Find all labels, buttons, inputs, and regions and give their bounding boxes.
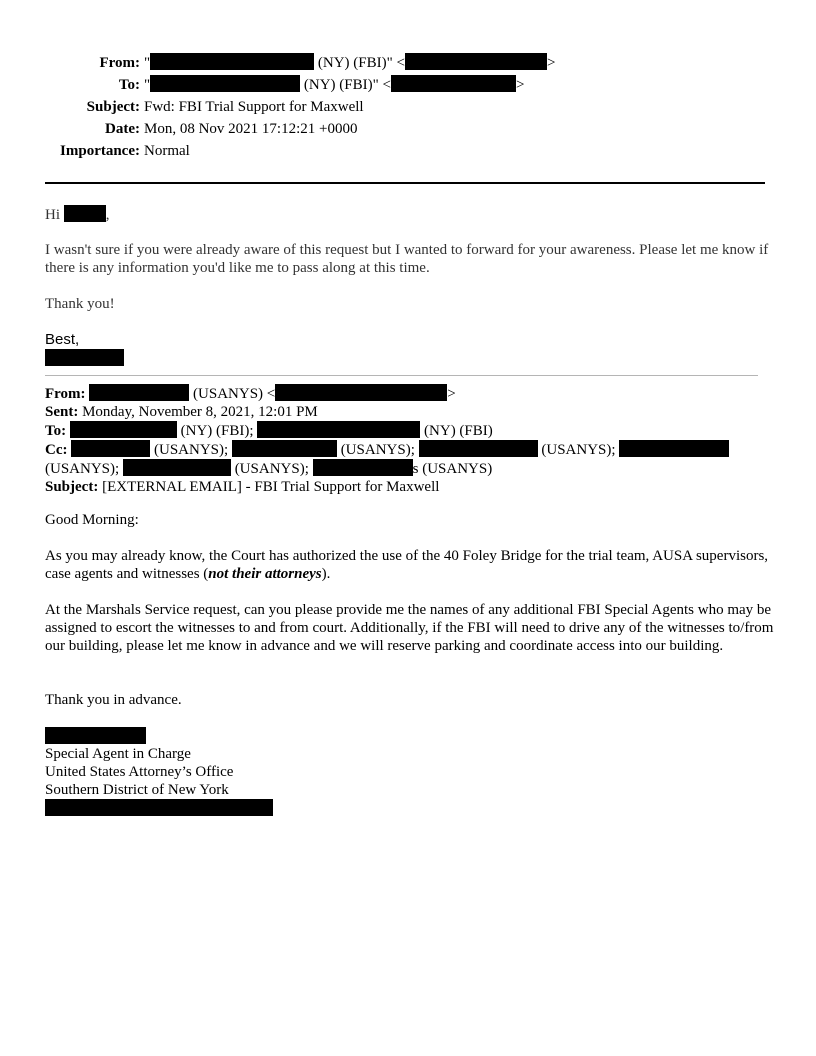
redaction-box (313, 459, 413, 476)
redaction-box (89, 384, 189, 401)
redaction-box (391, 75, 516, 92)
fwd-subject-value: [EXTERNAL EMAIL] - FBI Trial Support for Maxwell (102, 479, 440, 495)
fwd-from-close: > (447, 386, 456, 402)
fwd-cc-6: s (USANYS) (412, 461, 493, 477)
header-date-row (0, 118, 816, 140)
from-label: From: (99, 55, 140, 71)
redaction-box (275, 384, 447, 401)
importance-label: Importance: (60, 143, 140, 159)
greeting-comma: , (105, 207, 110, 223)
fwd-from-label: From: (45, 386, 86, 402)
fwd-from-row (45, 384, 771, 403)
date-value: Mon, 08 Nov 2021 17:12:21 +0000 (144, 121, 358, 137)
message-greeting (45, 205, 771, 224)
fwd-sent-label: Sent: (45, 404, 79, 420)
from-value (144, 52, 555, 74)
importance-value: Normal (144, 143, 190, 159)
fwd-cc-2: (USANYS); (340, 442, 415, 458)
forward-divider (45, 375, 758, 376)
fwd-sent-row (45, 403, 771, 421)
greeting-text: Hi (45, 207, 60, 223)
fwd-paragraph-1 (45, 547, 775, 583)
fwd-cc-label: Cc: (45, 442, 68, 458)
sig-contact-redaction (45, 799, 273, 816)
header-from-row (0, 52, 816, 74)
redaction-box (71, 440, 150, 457)
fwd-subject-row (45, 478, 771, 496)
fwd-to-value-2: (NY) (FBI) (424, 423, 493, 439)
redaction-box (64, 205, 106, 222)
fwd-to-value-1: (NY) (FBI); (180, 423, 254, 439)
to-label: To: (118, 77, 140, 93)
redaction-box (257, 421, 420, 438)
sender-name-redaction (45, 727, 146, 744)
redaction-box (232, 440, 337, 457)
from-quote: " (144, 55, 151, 71)
to-value (144, 74, 524, 96)
p1-emphasis: not their attorneys (208, 566, 322, 582)
signature-redaction (45, 349, 124, 366)
p1-start: As you may already know, the Court has authorized the use of the 40 Foley Bridge for the trial team, AUSA supervisors, case agents and witnesses ( (45, 548, 769, 582)
fwd-cc-5: (USANYS); (234, 461, 309, 477)
fwd-from-value: (USANYS) < (193, 386, 276, 402)
fwd-cc-row-2 (45, 459, 771, 478)
p1-end: ). (321, 566, 331, 582)
redaction-box (70, 421, 177, 438)
fwd-cc-row (45, 440, 771, 459)
fwd-cc-1: (USANYS); (154, 442, 229, 458)
sig-office: United States Attorney’s Office (45, 764, 234, 780)
from-agency: (NY) (FBI)" < (317, 55, 405, 71)
redaction-box (405, 53, 547, 70)
to-quote: " (144, 77, 151, 93)
fwd-to-label: To: (45, 423, 67, 439)
forwarded-header (45, 384, 771, 496)
redaction-box (150, 53, 314, 70)
message-signoff: Best, (45, 331, 80, 348)
fwd-subject-label: Subject: (45, 479, 99, 495)
message-thanks: Thank you! (45, 296, 115, 312)
signature-block (45, 745, 775, 799)
fwd-thanks: Thank you in advance. (45, 692, 182, 708)
header-divider (45, 182, 765, 184)
header-importance-row (0, 140, 816, 162)
fwd-sent-value: Monday, November 8, 2021, 12:01 PM (82, 404, 318, 420)
redaction-box (123, 459, 231, 476)
header-to-row (0, 74, 816, 96)
fwd-to-row (45, 421, 771, 440)
fwd-paragraph-2: At the Marshals Service request, can you please provide me the names of any additional FBI Special Agents who may be assigned to escort the witnesses to and from court. Additionally, if the FBI will need to drive any of the witnesses to/from our building, please let me know in advance and we will reserve parking and coordinate access into our building. (45, 602, 774, 654)
fwd-cc-4: (USANYS); (45, 461, 120, 477)
header-subject-row (0, 96, 816, 118)
from-close: > (546, 55, 556, 71)
subject-label: Subject: (86, 99, 140, 115)
email-header (0, 52, 816, 162)
date-label: Date: (105, 121, 140, 137)
redaction-box (419, 440, 538, 457)
message-paragraph: I wasn't sure if you were already aware of this request but I wanted to forward for your awareness. Please let me know if there is any information you'd like me to pass along at this time. (45, 242, 769, 276)
fwd-greeting: Good Morning: (45, 512, 139, 528)
redaction-box (150, 75, 300, 92)
to-agency: (NY) (FBI)" < (303, 77, 391, 93)
to-close: > (515, 77, 525, 93)
sig-district: Southern District of New York (45, 782, 229, 798)
sig-title: Special Agent in Charge (45, 746, 191, 762)
redaction-box (619, 440, 729, 457)
fwd-cc-3: (USANYS); (541, 442, 616, 458)
subject-value: Fwd: FBI Trial Support for Maxwell (144, 99, 364, 115)
